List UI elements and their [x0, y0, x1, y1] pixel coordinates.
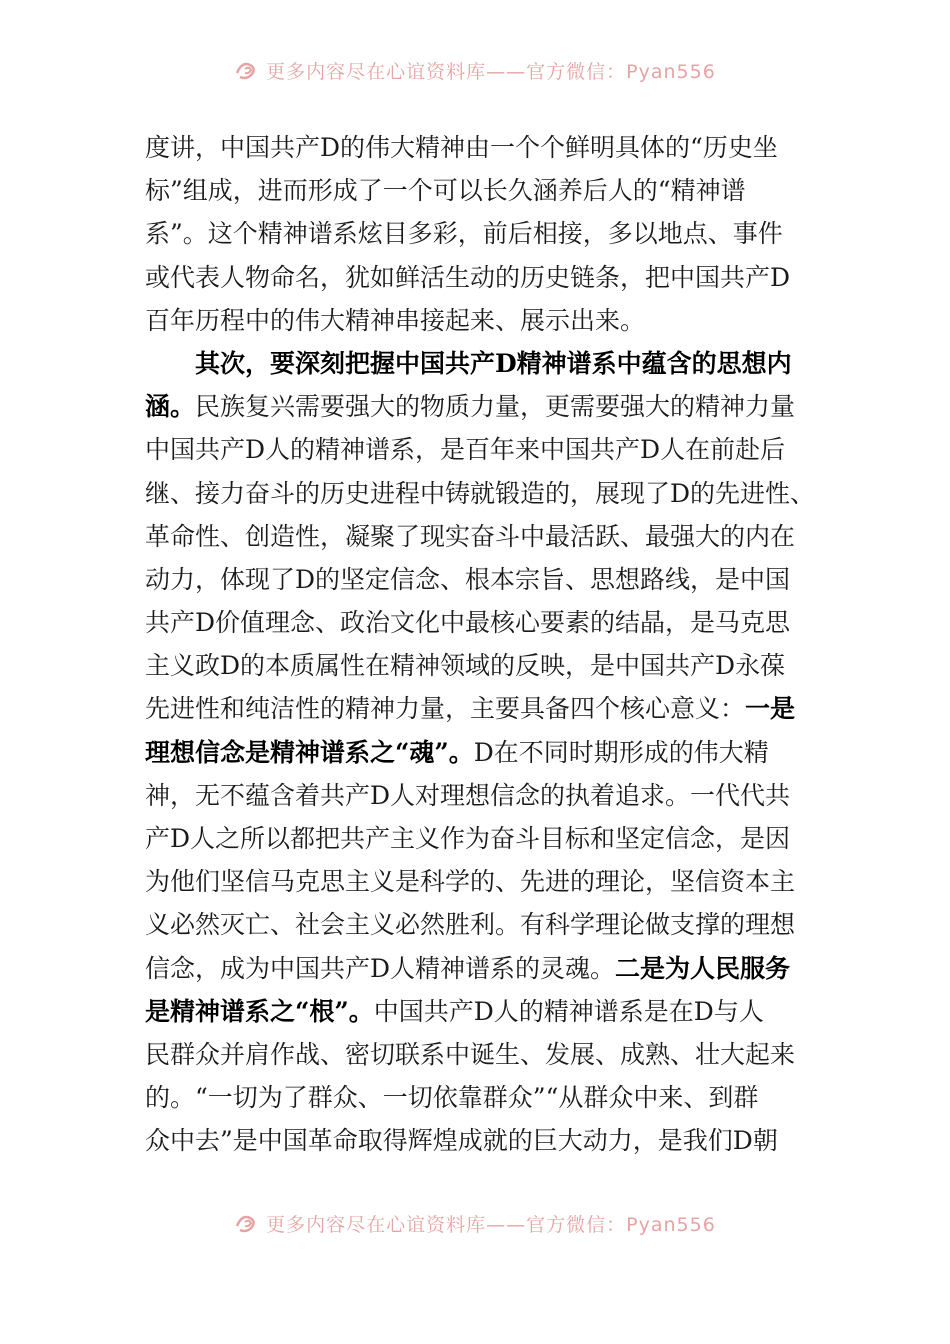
text-run: 的。“一切为了群众、一切依靠群众”“从群众中来、到群 — [145, 1083, 759, 1113]
text-line — [145, 342, 810, 385]
text-line — [145, 687, 810, 730]
text-line — [145, 903, 810, 946]
bold-text-run: 理想信念是精神谱系之“魂”。 — [145, 737, 474, 767]
text-line — [145, 212, 810, 255]
text-line — [145, 990, 810, 1033]
bold-text-run: 一是 — [745, 694, 796, 724]
text-run: 民族复兴需要强大的物质力量，更需要强大的精神力量 — [195, 392, 796, 422]
text-run: 信念，成为中国共产D人精神谱系的灵魂。 — [145, 953, 616, 983]
watermark-banner-top — [0, 55, 950, 85]
bold-text-run: 其次，要深刻把握中国共产D精神谱系中蕴含的思想内 — [195, 348, 792, 378]
text-line — [145, 601, 810, 644]
text-line — [145, 1076, 810, 1119]
text-run: 继、接力奋斗的历史进程中铸就锻造的，展现了D的先进性、 — [145, 478, 816, 508]
logo-icon — [234, 1212, 260, 1234]
text-run: 主义政D的本质属性在精神领域的反映，是中国共产D永葆 — [145, 651, 786, 681]
text-line — [145, 774, 810, 817]
text-run: 共产D价值理念、政治文化中最核心要素的结晶，是马克思 — [145, 608, 791, 638]
text-run: 为他们坚信马克思主义是科学的、先进的理论，坚信资本主 — [145, 867, 796, 897]
text-line — [145, 558, 810, 601]
text-run: 或代表人物命名，犹如鲜活生动的历史链条，把中国共产D — [145, 262, 791, 292]
text-line — [145, 515, 810, 558]
text-line — [145, 860, 810, 903]
text-run: 产D人之所以都把共产主义作为奋斗目标和坚定信念，是因 — [145, 824, 791, 853]
text-line — [145, 299, 810, 342]
text-line — [145, 256, 810, 299]
text-line — [145, 731, 810, 774]
watermark-text: 更多内容尽在心谊资料库——官方微信：Pyan556 — [266, 1213, 716, 1236]
bold-text-run: 涵。 — [145, 392, 196, 422]
text-run: 先进性和纯洁性的精神力量，主要具备四个核心意义： — [145, 694, 746, 724]
text-run: 动力，体现了D的坚定信念、根本宗旨、思想路线，是中国 — [145, 564, 791, 594]
logo-icon — [234, 59, 260, 81]
text-run: 系”。这个精神谱系炫目多彩，前后相接，多以地点、事件 — [145, 219, 783, 249]
text-run: 中国共产D人的精神谱系是在D与人 — [373, 996, 764, 1026]
text-run: 民群众并肩作战、密切联系中诞生、发展、成熟、壮大起来 — [145, 1039, 796, 1069]
text-run: 义必然灭亡、社会主义必然胜利。有科学理论做支撑的理想 — [145, 910, 796, 940]
text-line — [145, 1033, 810, 1076]
text-line — [145, 947, 810, 990]
text-run: 百年历程中的伟大精神串接起来、展示出来。 — [145, 305, 646, 335]
bold-text-run: 是精神谱系之“根”。 — [145, 996, 374, 1026]
text-run: 革命性、创造性，凝聚了现实奋斗中最活跃、最强大的内在 — [145, 521, 796, 551]
watermark-text: 更多内容尽在心谊资料库——官方微信：Pyan556 — [266, 60, 716, 83]
text-run: 度讲，中国共产D的伟大精神由一个个鲜明具体的“历史坐 — [145, 133, 778, 162]
text-line — [145, 817, 810, 860]
text-run: 中国共产D人的精神谱系，是百年来中国共产D人在前赴后 — [145, 435, 786, 465]
text-line — [145, 126, 810, 169]
text-line — [145, 644, 810, 687]
text-line — [145, 1119, 810, 1162]
watermark-banner-bottom — [0, 1208, 950, 1238]
bold-text-run: 二是为人民服务 — [615, 953, 791, 983]
text-line — [145, 472, 816, 515]
document-body — [145, 126, 816, 1163]
text-line — [145, 428, 810, 471]
text-line — [145, 385, 810, 428]
text-run: D在不同时期形成的伟大精 — [473, 737, 769, 767]
text-run: 神，无不蕴含着共产D人对理想信念的执着追求。一代代共 — [145, 780, 791, 810]
text-run: 众中去”是中国革命取得辉煌成就的巨大动力，是我们D朝 — [145, 1126, 778, 1156]
text-run: 标”组成，进而形成了一个可以长久涵养后人的“精神谱 — [145, 176, 746, 206]
text-line — [145, 169, 810, 212]
